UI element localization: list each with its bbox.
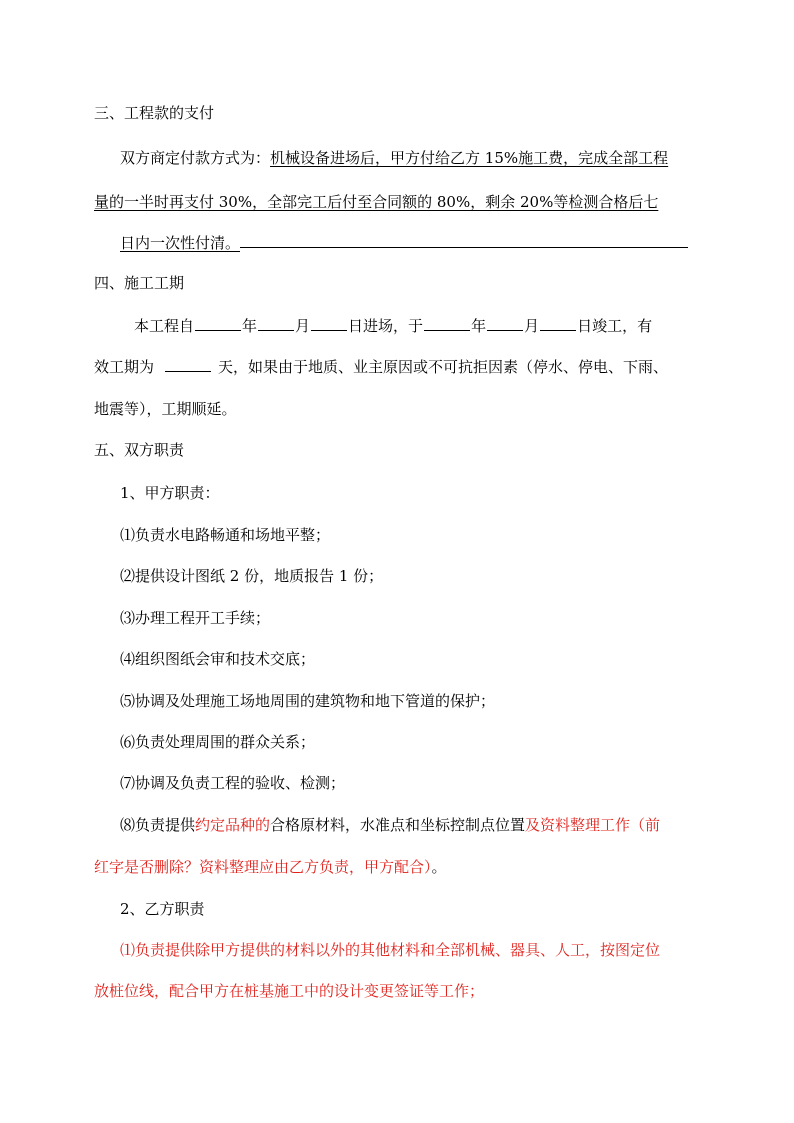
year-label-2: 年: [471, 317, 487, 335]
duration-text: 天，如果由于地质、业主原因或不可抗拒因素（停水、停电、下雨、: [218, 358, 669, 376]
finish-year-blank: [424, 316, 470, 331]
party-a-item-7: ⑺协调及负责工程的验收、检测；: [120, 774, 346, 792]
schedule-text-start: 本工程自: [134, 317, 195, 335]
item-8-comment-red: 红字是否删除？资料整理应由乙方负责，甲方配合）: [94, 858, 432, 876]
section-3-paragraph-line-2: 量的一半时再支付 30%，全部完工后付至合同额的 80%，剩余 20%等检测合格后七: [94, 193, 659, 211]
finish-label: 日竣工，有: [577, 317, 653, 335]
start-day-blank: [311, 316, 347, 331]
year-label: 年: [242, 317, 258, 335]
party-a-item-1: ⑴负责水电路畅通和场地平整；: [120, 526, 331, 544]
section-3-paragraph-line-3: [120, 233, 688, 253]
item-8-part-2-red: 约定品种的: [195, 816, 271, 834]
duration-label: 效工期为: [94, 358, 155, 376]
party-a-item-3: ⑶办理工程开工手续；: [120, 609, 271, 627]
item-8-part-4-red: 及资料整理工作（前: [525, 816, 661, 834]
start-year-blank: [195, 316, 241, 331]
party-a-item-2: ⑵提供设计图纸 2 份，地质报告 1 份；: [120, 567, 384, 585]
start-month-blank: [258, 316, 294, 331]
section-4-line-2: [94, 357, 668, 377]
item-8-part-3: 合格原材料，水准点和坐标控制点位置: [270, 816, 526, 834]
item-8-end: 。: [431, 858, 447, 876]
finish-day-blank: [540, 316, 576, 331]
party-b-item-1-line-2: 放桩位线，配合甲方在桩基施工中的设计变更签证等工作；: [94, 982, 485, 1000]
payment-prefix: 双方商定付款方式为：: [120, 149, 271, 167]
payment-terms: 机械设备进场后，甲方付给乙方 15%施工费，完成全部工程: [270, 149, 669, 167]
party-a-title: 1、甲方职责：: [120, 484, 220, 502]
party-a-item-5: ⑸协调及处理施工场地周围的建筑物和地下管道的保护；: [120, 692, 496, 710]
party-b-item-1-line-1: ⑴负责提供除甲方提供的材料以外的其他材料和全部机械、器具、人工，按图定位: [120, 941, 661, 959]
party-b-title: 2、乙方职责: [120, 900, 205, 918]
section-4-line-1: [134, 316, 652, 336]
section-4-heading: 四、施工工期: [94, 274, 185, 292]
party-a-item-8-line-2: [94, 857, 447, 877]
month-label-2: 月: [524, 317, 540, 335]
party-a-item-4: ⑷组织图纸会审和技术交底；: [120, 650, 316, 668]
payment-terms-end: 日内一次性付清。: [120, 234, 241, 252]
section-5-heading: 五、双方职责: [94, 441, 185, 459]
party-a-item-6: ⑹负责处理周围的群众关系；: [120, 733, 316, 751]
finish-month-blank: [487, 316, 523, 331]
enter-label: 日进场，于: [348, 317, 424, 335]
section-4-line-3: 地震等），工期顺延。: [94, 400, 237, 418]
item-8-part-1: ⑻负责提供: [120, 816, 196, 834]
month-label: 月: [295, 317, 311, 335]
section-3-paragraph-line-1: [120, 148, 668, 168]
underline-blank: [240, 233, 688, 248]
section-3-heading: 三、工程款的支付: [94, 104, 215, 122]
duration-days-blank: [165, 357, 211, 372]
party-a-item-8-line-1: [120, 815, 660, 835]
